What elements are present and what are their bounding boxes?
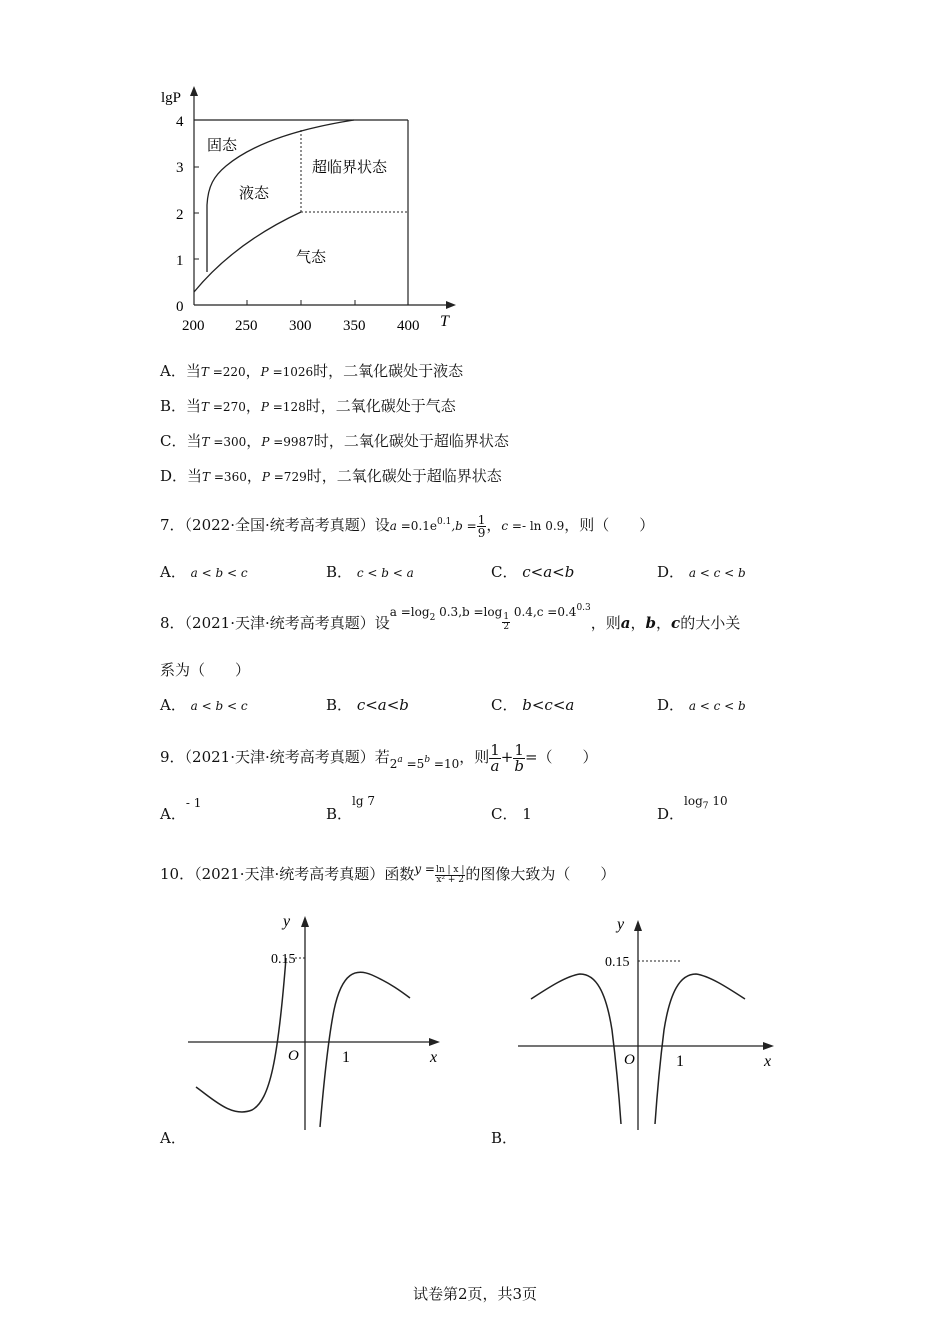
- y-axis-arrow: [301, 916, 309, 927]
- curve-left: [196, 958, 286, 1112]
- x-label: x: [764, 1053, 772, 1070]
- q10-option-a-label[interactable]: A．: [160, 1129, 186, 1147]
- y-label: y: [283, 913, 291, 930]
- q9-option-d[interactable]: D．$^{log_7 10}$: [657, 794, 728, 823]
- y-ticks: [194, 120, 199, 259]
- q8-option-a[interactable]: A． a < b < c: [160, 696, 248, 714]
- region-liquid: 液态: [239, 186, 270, 202]
- page-footer: 试卷第2页，共3页: [412, 1285, 538, 1303]
- y-axis-arrow: [634, 920, 642, 931]
- q7-option-c[interactable]: C． c<a<b: [491, 563, 575, 581]
- x-tick-label: 250: [235, 318, 258, 334]
- q8-stem-continued: 系为（ ）: [160, 661, 251, 679]
- fraction: $\frac{1}{9}$: [477, 512, 486, 540]
- y-tick-label: 1: [176, 253, 184, 269]
- q7-stem: 7．（2022·全国·统考高考真题）设$a =0.1e^{0.1},b$ = $\frac{1}{9}$ ，c =- ln 0.9，则（ ）: [160, 512, 655, 540]
- y-axis-label: lgP: [161, 90, 182, 106]
- q9-option-b[interactable]: B．$^{lg 7}$: [326, 794, 375, 823]
- origin-label: O: [288, 1048, 299, 1064]
- q9-stem: 9．（2021·天津·统考高考真题）若$2^a =5^b =10$，则 $\frac{1}{a}$ + $\frac{1}{b}$ =（ ）: [160, 740, 598, 775]
- q9-option-c[interactable]: C． 1: [491, 805, 532, 823]
- fraction: $\frac{1}{b}$: [514, 740, 524, 775]
- y-tick-label: 4: [176, 114, 184, 130]
- x-tick-label: 300: [289, 318, 312, 334]
- y-tick-label: 0: [176, 299, 184, 315]
- origin-label: O: [624, 1052, 635, 1068]
- y-tick-label: 3: [176, 160, 184, 176]
- x-tick-label: 400: [397, 318, 420, 334]
- q7-option-a[interactable]: A． a < b < c: [160, 563, 248, 581]
- q8-option-c[interactable]: C． b<c<a: [491, 696, 575, 714]
- tick-one-label: 1: [676, 1053, 684, 1070]
- graph-a[interactable]: [180, 905, 450, 1140]
- region-solid: 固态: [207, 138, 238, 154]
- q6-option-b[interactable]: B．当T =270，P =128时，二氧化碳处于气态: [160, 397, 456, 415]
- x-axis-arrow: [429, 1038, 440, 1046]
- tick-value-label: 0.15: [605, 955, 630, 970]
- q6-option-d[interactable]: D．当T =360，P =729时，二氧化碳处于超临界状态: [160, 467, 502, 485]
- x-axis-arrow: [446, 301, 456, 309]
- region-gas: 气态: [296, 250, 327, 266]
- y-axis-arrow: [190, 86, 198, 96]
- x-label: x: [430, 1049, 438, 1066]
- q7-option-d[interactable]: D． a < c < b: [657, 563, 746, 581]
- region-supercritical: 超临界状态: [312, 160, 388, 176]
- x-axis-label: T: [440, 313, 449, 330]
- x-tick-label: 350: [343, 318, 366, 334]
- curve-right: [320, 972, 410, 1127]
- liquid-gas-boundary: [194, 212, 301, 292]
- q9-option-a[interactable]: A．$^{- 1}$: [160, 796, 202, 823]
- x-axis-arrow: [763, 1042, 774, 1050]
- q10-option-b-label[interactable]: B．: [491, 1129, 518, 1147]
- graph-b[interactable]: [510, 905, 785, 1135]
- tick-one-label: 1: [342, 1049, 350, 1066]
- q8-option-d[interactable]: D． a < c < b: [657, 696, 746, 714]
- q8-option-b[interactable]: B． c<a<b: [326, 696, 409, 714]
- q7-option-b[interactable]: B． c < b < a: [326, 563, 414, 581]
- q8-stem: 8．（2021·天津·统考高考真题）设$a =\log_2$ 0.3,b =log $\frac{1}{2}$ $0.4,c =0.4^{0.3}$，则a，b，c的大小关: [160, 603, 741, 632]
- q10-stem: 10．（2021·天津·统考高考真题）函数y = $\frac{\ln | x |}{\text{x² + 2}}$ 的图像大致为（ ）: [160, 862, 616, 885]
- curve-left: [531, 974, 621, 1124]
- phase-diagram: [150, 85, 470, 340]
- q6-option-c[interactable]: C．当T =300，P =9987时，二氧化碳处于超临界状态: [160, 432, 509, 450]
- q6-option-a[interactable]: A．当T =220，P =1026时，二氧化碳处于液态: [160, 362, 464, 380]
- y-tick-label: 2: [176, 207, 184, 223]
- tick-value-label: 0.15: [271, 952, 296, 967]
- x-ticks: [247, 300, 355, 305]
- curve-right: [655, 974, 745, 1124]
- x-tick-label: 200: [182, 318, 205, 334]
- y-label: y: [617, 916, 625, 933]
- fraction: $\frac{1}{a}$: [490, 740, 500, 775]
- fraction: $\frac{\ln | x |}{\text{x² + 2}}$: [435, 864, 465, 885]
